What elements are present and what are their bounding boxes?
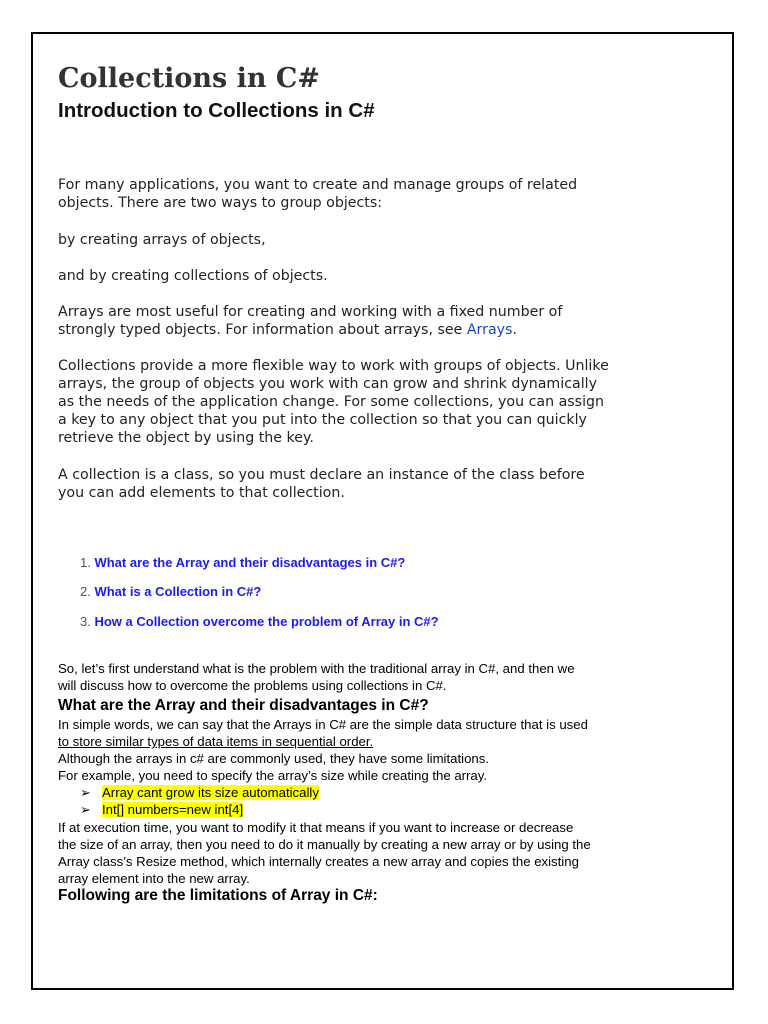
arrow-bullet-icon: ➢ (80, 785, 92, 800)
sofar-line: So, let’s first understand what is the problem with the traditional array in C#, and then we (58, 661, 575, 676)
execution-line: If at execution time, you want to modify it that means if you want to increase or decrease (58, 820, 574, 835)
collections-paragraph (58, 357, 648, 447)
execution-line: the size of an array, then you need to do it manually by creating a new array or by using the (58, 837, 591, 852)
intro-paragraph (58, 176, 648, 212)
collections-line: as the needs of the application change. For some collections, you can assign (58, 394, 605, 410)
arrays-paragraph (58, 303, 648, 339)
way1-text: by creating arrays of objects, (58, 232, 266, 248)
bullet-item (80, 801, 243, 818)
collections-line: retrieve the object by using the key. (58, 430, 314, 446)
arrays-line-suffix: . (512, 322, 517, 338)
toc-number: 3. (80, 614, 91, 629)
collections-line: a key to any object that you put into the collection so that you can quickly (58, 412, 587, 428)
sofar-line: will discuss how to overcome the problems using collections in C#. (58, 678, 447, 693)
toc-item[interactable] (80, 613, 439, 631)
section-heading: What are the Array and their disadvantages in C#? (58, 697, 429, 714)
limitations-heading: Following are the limitations of Array in C#: (58, 887, 378, 904)
bullet-item (80, 784, 319, 801)
example-line: For example, you need to specify the array’s size while creating the array. (58, 768, 488, 783)
arrays-line: Arrays are most useful for creating and working with a fixed number of (58, 304, 563, 320)
class-paragraph (58, 466, 648, 502)
toc-number: 2. (80, 584, 91, 599)
toc-item[interactable] (80, 554, 405, 572)
sofar-paragraph (58, 660, 674, 694)
common-line: Although the arrays in c# are commonly used, they have some limitations. (58, 751, 490, 766)
intro-heading: Introduction to Collections in C# (58, 99, 375, 122)
execution-paragraph (58, 819, 674, 887)
bullet-text: Array cant grow its size automatically (102, 785, 319, 800)
class-line: you can add elements to that collection. (58, 485, 345, 501)
arrow-bullet-icon: ➢ (80, 802, 92, 817)
array-definition (58, 716, 674, 784)
execution-line: array element into the new array. (58, 871, 250, 886)
bullet-text: Int[] numbers=new int[4] (102, 802, 244, 817)
toc-link[interactable]: What are the Array and their disadvantages in C#? (94, 555, 406, 570)
arrays-line-text: strongly typed objects. For information about arrays, see (58, 322, 467, 338)
toc-number: 1. (80, 555, 91, 570)
definition-line-underlined: to store similar types of data items in sequential order. (58, 734, 374, 749)
toc-link[interactable]: What is a Collection in C#? (94, 584, 262, 599)
definition-line: In simple words, we can say that the Arrays in C# are the simple data structure that is used (58, 717, 588, 732)
intro-line: objects. There are two ways to group objects: (58, 195, 383, 211)
toc-item[interactable] (80, 583, 261, 601)
class-line: A collection is a class, so you must declare an instance of the class before (58, 467, 585, 483)
execution-line: Array class’s Resize method, which internally creates a new array and copies the existing (58, 854, 579, 869)
arrays-link[interactable]: Arrays (466, 322, 513, 338)
document-title: Collections in C# (58, 63, 320, 94)
collections-line: Collections provide a more flexible way to work with groups of objects. Unlike (58, 358, 609, 374)
collections-line: arrays, the group of objects you work with can grow and shrink dynamically (58, 376, 597, 392)
way2-text: and by creating collections of objects. (58, 268, 328, 284)
toc-link[interactable]: How a Collection overcome the problem of Array in C#? (94, 614, 439, 629)
arrays-line (58, 321, 648, 339)
intro-line: For many applications, you want to create and manage groups of related (58, 177, 578, 193)
